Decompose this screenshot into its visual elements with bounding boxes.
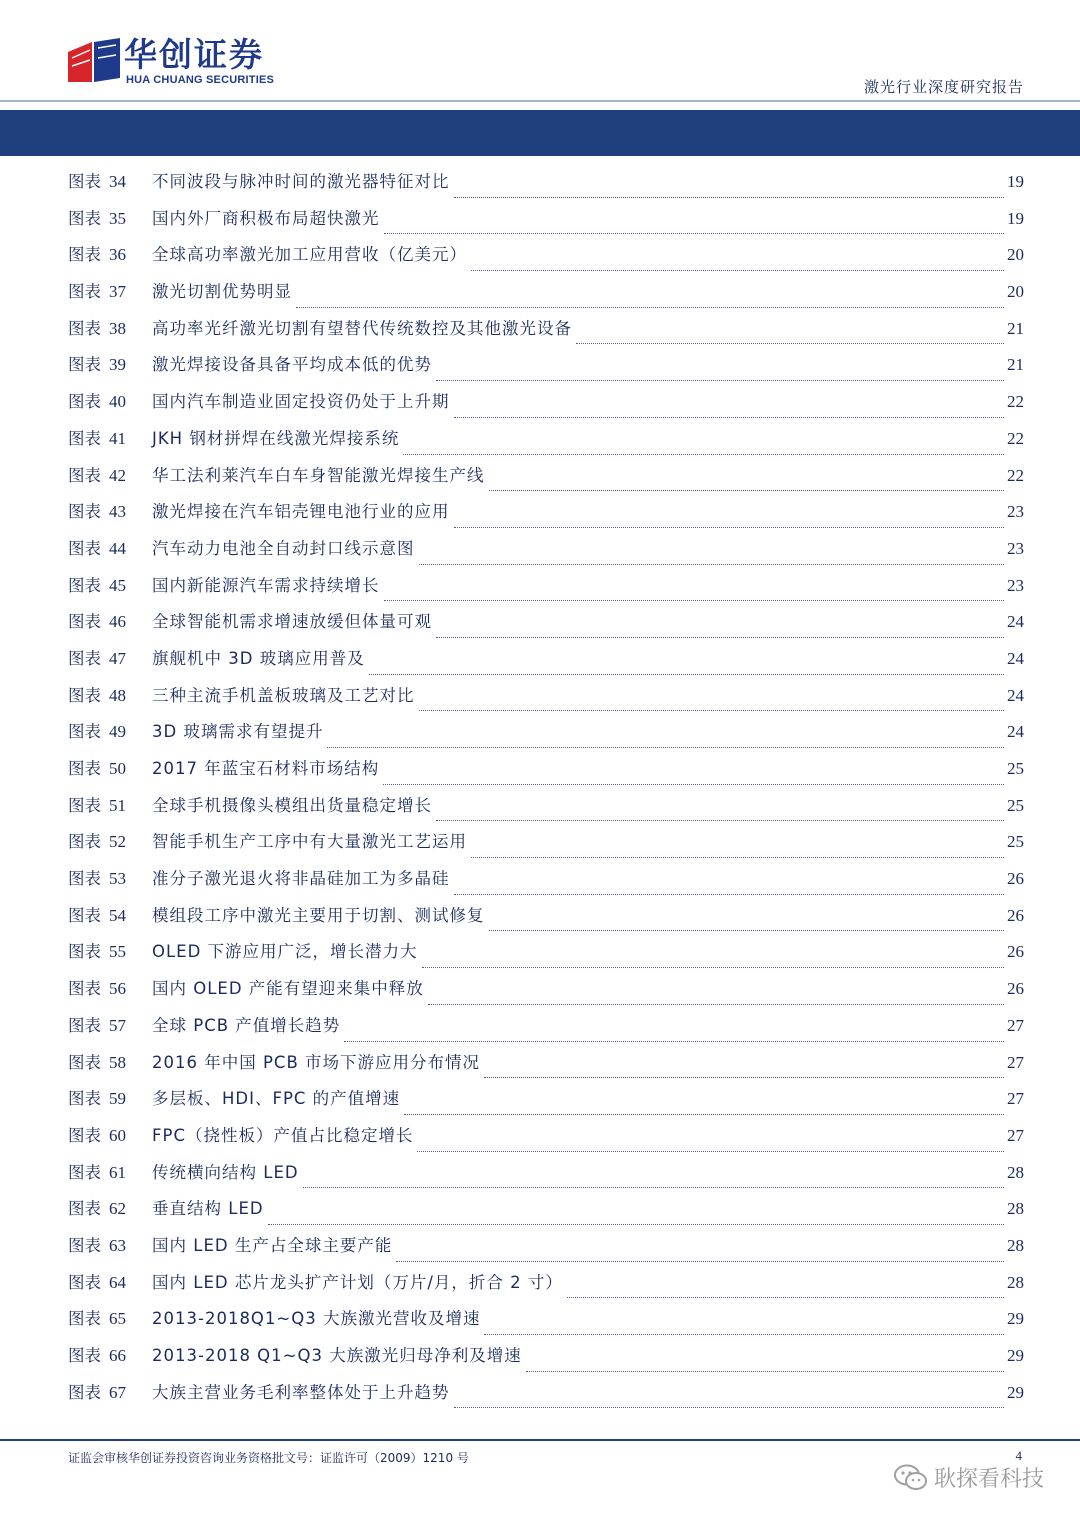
header-blue-band — [0, 110, 1080, 156]
toc-entry[interactable] — [68, 425, 1024, 462]
toc-entry-number: 49 — [109, 722, 126, 742]
toc-entry-label — [68, 1379, 152, 1403]
toc-entry-page: 23 — [1007, 575, 1024, 595]
toc-entry-page: 24 — [1007, 648, 1024, 668]
toc-entry-title: JKH 钢材拼焊在线激光焊接系统 — [152, 428, 400, 448]
toc-entry-page: 23 — [1007, 502, 1024, 522]
toc-entry-number: 65 — [109, 1309, 126, 1329]
toc-entry-prefix: 图表 — [68, 722, 101, 742]
toc-entry-page: 26 — [1007, 979, 1024, 999]
toc-entry-number: 45 — [109, 575, 126, 595]
page-number: 4 — [1015, 1448, 1022, 1463]
toc-dot-leader — [436, 380, 1004, 381]
toc-entry-label — [68, 792, 152, 816]
toc-entry-prefix: 图表 — [68, 172, 101, 191]
toc-entry[interactable] — [68, 1085, 1024, 1122]
wechat-icon — [894, 1464, 928, 1492]
toc-entry-label — [68, 241, 152, 265]
toc-entry-page: 26 — [1007, 905, 1024, 925]
toc-entry-page: 25 — [1007, 795, 1024, 815]
toc-dot-leader — [454, 417, 1005, 418]
toc-entry-label — [68, 572, 152, 596]
toc-entry-page: 26 — [1007, 869, 1024, 889]
toc-entry-prefix: 图表 — [68, 1382, 101, 1402]
toc-entry-page: 27 — [1007, 1052, 1024, 1072]
toc-entry-number: 36 — [109, 245, 126, 265]
toc-entry-label — [68, 168, 152, 192]
toc-entry-number: 39 — [109, 355, 126, 375]
toc-entry[interactable] — [68, 462, 1024, 499]
toc-entry-title: 2016 年中国 PCB 市场下游应用分布情况 — [152, 1052, 481, 1072]
toc-entry[interactable] — [68, 535, 1024, 572]
toc-dot-leader — [404, 1114, 1004, 1115]
toc-entry-label — [68, 1159, 152, 1183]
toc-entry-label — [68, 1085, 152, 1109]
toc-entry-number: 46 — [109, 612, 126, 632]
toc-entry-label — [68, 645, 152, 669]
toc-entry-page: 25 — [1007, 759, 1024, 778]
toc-entry-title: 垂直结构 LED — [152, 1199, 264, 1219]
toc-entry-page: 21 — [1007, 318, 1024, 338]
toc-entry-page: 22 — [1007, 428, 1024, 448]
toc-entry-prefix: 图表 — [68, 282, 101, 302]
toc-entry-label — [68, 1305, 152, 1329]
toc-entry-prefix: 图表 — [68, 1272, 101, 1292]
toc-entry-page: 28 — [1007, 1162, 1024, 1182]
toc-entry[interactable] — [68, 902, 1024, 939]
watermark — [894, 1462, 1044, 1493]
toc-entry-number: 60 — [109, 1125, 126, 1145]
toc-entry-title: 2013-2018Q1~Q3 大族激光营收及增速 — [152, 1309, 481, 1329]
toc-entry-number: 42 — [109, 465, 126, 485]
toc-entry-number: 55 — [109, 942, 126, 962]
toc-dot-leader — [403, 454, 1004, 455]
toc-dot-leader — [436, 820, 1004, 821]
toc-dot-leader — [383, 784, 1004, 785]
toc-entry-number: 35 — [109, 208, 126, 228]
toc-entry-title: FPC（挠性板）产值占比稳定增长 — [152, 1125, 414, 1145]
toc-entry-label — [68, 535, 152, 559]
toc-dot-leader — [384, 233, 1005, 234]
toc-entry-title: 全球智能机需求增速放缓但体量可观 — [152, 612, 432, 632]
page-header — [0, 0, 1080, 108]
toc-dot-leader — [296, 307, 1004, 308]
toc-entry-page: 28 — [1007, 1235, 1024, 1255]
logo-english-name: HUA CHUANG SECURITIES — [126, 74, 275, 86]
toc-entry-title: OLED 下游应用广泛，增长潜力大 — [152, 942, 418, 962]
toc-entry-prefix: 图表 — [68, 648, 101, 668]
toc-dot-leader — [576, 343, 1004, 344]
toc-entry-number: 66 — [109, 1346, 126, 1365]
toc-entry-prefix: 图表 — [68, 832, 101, 852]
toc-entry[interactable] — [68, 645, 1024, 682]
toc-entry-page: 21 — [1007, 355, 1024, 375]
toc-entry-page: 24 — [1007, 612, 1024, 632]
toc-entry[interactable] — [68, 572, 1024, 609]
toc-entry-page: 19 — [1007, 208, 1024, 228]
toc-entry-title: 国内新能源汽车需求持续增长 — [152, 575, 380, 595]
toc-dot-leader — [454, 1407, 1005, 1408]
hua-chuang-logo-icon — [68, 38, 120, 84]
toc-dot-leader — [484, 1077, 1004, 1078]
toc-entry-page: 22 — [1007, 465, 1024, 485]
toc-dot-leader — [419, 710, 1005, 711]
toc-entry-prefix: 图表 — [68, 1199, 101, 1219]
toc-entry-prefix: 图表 — [68, 392, 101, 412]
toc-dot-leader — [268, 1224, 1004, 1225]
toc-entry-prefix: 图表 — [68, 759, 101, 778]
toc-entry-label — [68, 902, 152, 926]
toc-entry-title: 国内外厂商积极布局超快激光 — [152, 208, 380, 228]
toc-entry-page: 27 — [1007, 1125, 1024, 1145]
watermark-text: 耿探看科技 — [933, 1467, 1044, 1492]
toc-entry[interactable] — [68, 315, 1024, 352]
toc-entry[interactable] — [68, 351, 1024, 388]
toc-entry-number: 63 — [109, 1235, 126, 1255]
toc-dot-leader — [396, 1261, 1004, 1262]
toc-entry-page: 26 — [1007, 942, 1024, 962]
toc-entry-prefix: 图表 — [68, 465, 101, 485]
toc-entry-number: 47 — [109, 648, 126, 668]
toc-entry-prefix: 图表 — [68, 575, 101, 595]
toc-dot-leader — [454, 894, 1005, 895]
toc-entry-prefix: 图表 — [68, 1235, 101, 1255]
toc-entry-prefix: 图表 — [68, 318, 101, 338]
toc-entry-page: 22 — [1007, 392, 1024, 412]
toc-entry-label — [68, 755, 152, 779]
toc-entry-title: 全球高功率激光加工应用营收（亿美元） — [152, 245, 467, 265]
toc-entry-title: 华工法利莱汽车白车身智能激光焊接生产线 — [152, 465, 485, 485]
toc-entry[interactable] — [68, 792, 1024, 829]
toc-entry-title: 激光焊接在汽车铝壳锂电池行业的应用 — [152, 502, 450, 522]
toc-entry-prefix: 图表 — [68, 355, 101, 375]
toc-entry[interactable] — [68, 975, 1024, 1012]
toc-entry-prefix: 图表 — [68, 208, 101, 228]
toc-entry-number: 50 — [109, 759, 126, 778]
toc-entry-label — [68, 828, 152, 852]
toc-dot-leader — [484, 1334, 1004, 1335]
toc-entry-page: 27 — [1007, 1089, 1024, 1109]
toc-dot-leader — [422, 967, 1004, 968]
toc-entry-title: 多层板、HDI、FPC 的产值增速 — [152, 1089, 401, 1109]
toc-entry[interactable] — [68, 278, 1024, 315]
report-title: 激光行业深度研究报告 — [863, 78, 1024, 96]
toc-dot-leader — [471, 270, 1004, 271]
toc-dot-leader — [471, 857, 1004, 858]
toc-entry-page: 24 — [1007, 685, 1024, 705]
toc-entry-number: 58 — [109, 1052, 126, 1072]
toc-entry-number: 51 — [109, 795, 126, 815]
toc-entry-prefix: 图表 — [68, 942, 101, 962]
toc-entry-prefix: 图表 — [68, 1309, 101, 1329]
toc-entry-number: 38 — [109, 318, 126, 338]
toc-entry-number: 67 — [109, 1382, 126, 1402]
toc-entry-number: 64 — [109, 1272, 126, 1292]
toc-entry-title: 高功率光纤激光切割有望替代传统数控及其他激光设备 — [152, 318, 572, 338]
footer-divider — [0, 1439, 1080, 1441]
toc-entry[interactable] — [68, 1269, 1024, 1306]
toc-dot-leader — [489, 490, 1005, 491]
toc-entry-title: 全球手机摄像头模组出货量稳定增长 — [152, 795, 432, 815]
toc-entry-prefix: 图表 — [68, 1089, 101, 1109]
toc-entry-prefix: 图表 — [68, 795, 101, 815]
toc-entry[interactable] — [68, 168, 1024, 205]
toc-entry-label — [68, 938, 152, 962]
figure-table-of-contents — [68, 168, 1024, 1415]
toc-dot-leader — [567, 1297, 1004, 1298]
toc-entry[interactable] — [68, 1012, 1024, 1049]
toc-entry[interactable] — [68, 865, 1024, 902]
toc-entry-label — [68, 1232, 152, 1256]
toc-entry-prefix: 图表 — [68, 685, 101, 705]
toc-entry-page: 23 — [1007, 538, 1024, 558]
toc-entry-title: 国内 LED 芯片龙头扩产计划（万片/月，折合 2 寸） — [152, 1272, 563, 1292]
toc-entry-number: 48 — [109, 685, 126, 705]
toc-dot-leader — [526, 1371, 1004, 1372]
toc-entry-label — [68, 351, 152, 375]
toc-entry-title: 智能手机生产工序中有大量激光工艺运用 — [152, 832, 467, 852]
toc-dot-leader — [454, 527, 1005, 528]
toc-entry-label — [68, 1049, 152, 1073]
toc-entry-prefix: 图表 — [68, 428, 101, 448]
toc-dot-leader — [303, 1187, 1004, 1188]
toc-entry-title: 全球 PCB 产值增长趋势 — [152, 1015, 341, 1035]
toc-entry-number: 54 — [109, 905, 126, 925]
toc-entry[interactable] — [68, 938, 1024, 975]
toc-entry-prefix: 图表 — [68, 1052, 101, 1072]
toc-entry-prefix: 图表 — [68, 1125, 101, 1145]
toc-entry[interactable] — [68, 1159, 1024, 1196]
toc-entry[interactable] — [68, 1122, 1024, 1159]
toc-entry-page: 19 — [1007, 172, 1024, 191]
toc-entry-prefix: 图表 — [68, 502, 101, 522]
toc-dot-leader — [369, 674, 1004, 675]
toc-entry-label — [68, 498, 152, 522]
toc-entry[interactable] — [68, 205, 1024, 242]
toc-entry-label — [68, 205, 152, 229]
toc-entry-label — [68, 425, 152, 449]
toc-entry-prefix: 图表 — [68, 1346, 101, 1365]
toc-entry-page: 29 — [1007, 1346, 1024, 1365]
toc-entry-number: 57 — [109, 1015, 126, 1035]
toc-entry-title: 大族主营业务毛利率整体处于上升趋势 — [152, 1382, 450, 1402]
toc-entry-prefix: 图表 — [68, 612, 101, 632]
toc-entry[interactable] — [68, 241, 1024, 278]
toc-entry-label — [68, 388, 152, 412]
toc-entry[interactable] — [68, 682, 1024, 719]
toc-entry-label — [68, 1122, 152, 1146]
header-divider — [0, 100, 1080, 102]
toc-entry-title: 传统横向结构 LED — [152, 1162, 299, 1182]
toc-entry-label — [68, 975, 152, 999]
logo-chinese-name: 华创证券 — [124, 35, 264, 74]
toc-entry-title: 汽车动力电池全自动封口线示意图 — [152, 538, 415, 558]
toc-entry-number: 34 — [109, 172, 126, 191]
toc-entry-title: 国内 OLED 产能有望迎来集中释放 — [152, 979, 424, 999]
toc-entry-page: 28 — [1007, 1272, 1024, 1292]
toc-entry-number: 52 — [109, 832, 126, 852]
toc-entry-label — [68, 462, 152, 486]
toc-entry[interactable] — [68, 608, 1024, 645]
toc-entry-label — [68, 1012, 152, 1036]
toc-entry-number: 62 — [109, 1199, 126, 1219]
toc-entry-prefix: 图表 — [68, 905, 101, 925]
toc-entry-title: 不同波段与脉冲时间的激光器特征对比 — [152, 172, 450, 191]
toc-dot-leader — [344, 1041, 1004, 1042]
toc-entry-number: 44 — [109, 538, 126, 558]
toc-entry[interactable] — [68, 718, 1024, 755]
toc-entry[interactable] — [68, 498, 1024, 535]
toc-entry-page: 29 — [1007, 1309, 1024, 1329]
toc-entry-number: 43 — [109, 502, 126, 522]
toc-entry-label — [68, 1195, 152, 1219]
toc-entry-page: 29 — [1007, 1382, 1024, 1402]
toc-entry-number: 37 — [109, 282, 126, 302]
toc-entry-title: 准分子激光退火将非晶硅加工为多晶硅 — [152, 869, 450, 889]
toc-entry-title: 旗舰机中 3D 玻璃应用普及 — [152, 648, 365, 668]
toc-dot-leader — [419, 564, 1005, 565]
toc-entry[interactable] — [68, 1342, 1024, 1379]
toc-entry-number: 56 — [109, 979, 126, 999]
toc-entry-number: 53 — [109, 869, 126, 889]
toc-entry-label — [68, 608, 152, 632]
toc-entry-title: 2017 年蓝宝石材料市场结构 — [152, 759, 380, 778]
toc-entry[interactable] — [68, 1049, 1024, 1086]
toc-entry-page: 25 — [1007, 832, 1024, 852]
toc-entry-prefix: 图表 — [68, 1162, 101, 1182]
toc-entry-label — [68, 1269, 152, 1293]
toc-entry[interactable] — [68, 1195, 1024, 1232]
toc-entry-title: 三种主流手机盖板玻璃及工艺对比 — [152, 685, 415, 705]
toc-entry-title: 模组段工序中激光主要用于切割、测试修复 — [152, 905, 485, 925]
toc-dot-leader — [489, 930, 1005, 931]
toc-dot-leader — [428, 1004, 1004, 1005]
toc-entry-prefix: 图表 — [68, 869, 101, 889]
toc-entry-prefix: 图表 — [68, 1015, 101, 1035]
toc-dot-leader — [436, 637, 1004, 638]
toc-entry-label — [68, 1342, 152, 1366]
toc-dot-leader — [327, 747, 1004, 748]
toc-entry-title: 国内汽车制造业固定投资仍处于上升期 — [152, 392, 450, 412]
toc-entry-title: 3D 玻璃需求有望提升 — [152, 722, 324, 742]
toc-entry-number: 61 — [109, 1162, 126, 1182]
toc-entry-prefix: 图表 — [68, 979, 101, 999]
toc-entry-label — [68, 682, 152, 706]
toc-entry-title: 激光焊接设备具备平均成本低的优势 — [152, 355, 432, 375]
toc-entry-label — [68, 718, 152, 742]
toc-entry-title: 2013-2018 Q1~Q3 大族激光归母净利及增速 — [152, 1346, 522, 1365]
toc-entry[interactable] — [68, 1379, 1024, 1416]
toc-dot-leader — [454, 197, 1005, 198]
footer-license-text: 证监会审核华创证券投资咨询业务资格批文号：证监许可（2009）1210 号 — [68, 1451, 469, 1465]
toc-entry-label — [68, 278, 152, 302]
toc-entry-number: 40 — [109, 392, 126, 412]
toc-entry-label — [68, 865, 152, 889]
toc-entry[interactable] — [68, 388, 1024, 425]
toc-entry-number: 59 — [109, 1089, 126, 1109]
toc-entry-page: 20 — [1007, 282, 1024, 302]
toc-entry-title: 激光切割优势明显 — [152, 282, 292, 302]
toc-entry-page: 20 — [1007, 245, 1024, 265]
toc-entry[interactable] — [68, 755, 1024, 792]
toc-entry-title: 国内 LED 生产占全球主要产能 — [152, 1235, 393, 1255]
toc-dot-leader — [417, 1151, 1004, 1152]
toc-entry-label — [68, 315, 152, 339]
toc-entry[interactable] — [68, 1305, 1024, 1342]
toc-entry-prefix: 图表 — [68, 538, 101, 558]
toc-entry-page: 24 — [1007, 722, 1024, 742]
toc-entry-page: 28 — [1007, 1199, 1024, 1219]
toc-entry-prefix: 图表 — [68, 245, 101, 265]
toc-entry-number: 41 — [109, 428, 126, 448]
toc-dot-leader — [384, 600, 1005, 601]
toc-entry-page: 27 — [1007, 1015, 1024, 1035]
toc-entry[interactable] — [68, 828, 1024, 865]
toc-entry[interactable] — [68, 1232, 1024, 1269]
